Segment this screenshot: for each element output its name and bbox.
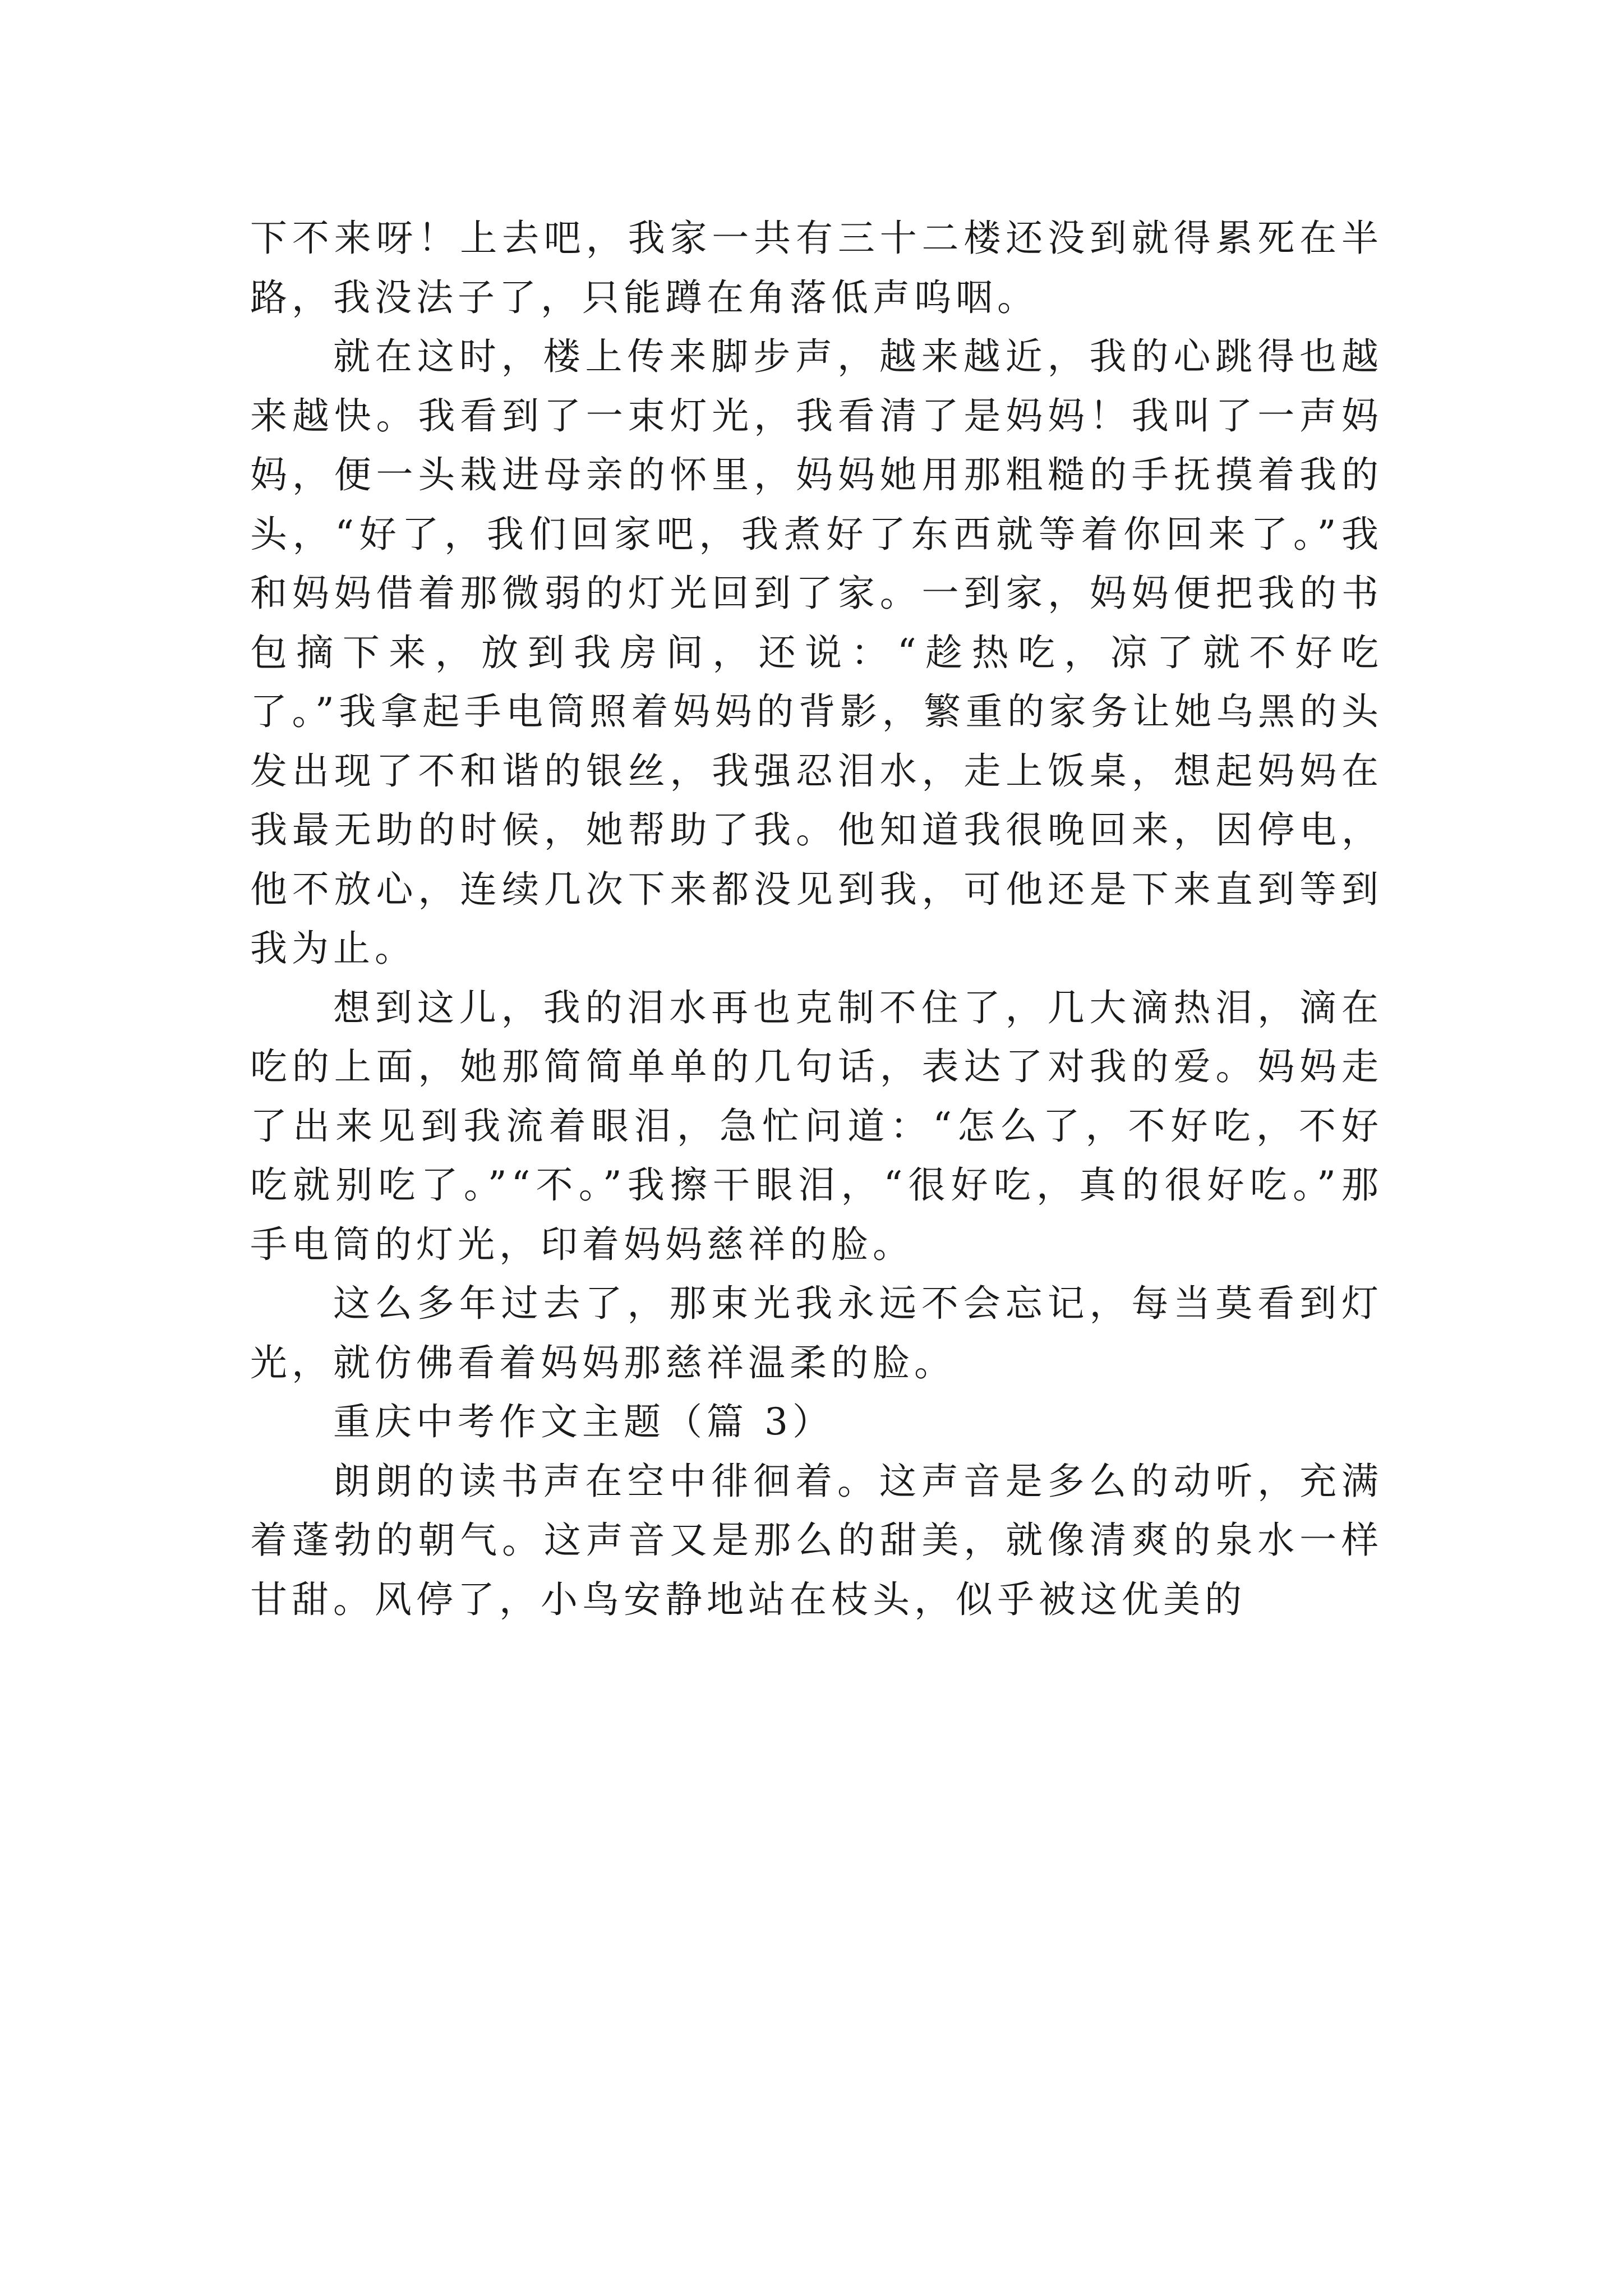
section-heading: 重庆中考作文主题（篇 3） xyxy=(333,1400,834,1443)
paragraph: 下不来呀！上去吧，我家一共有三十二楼还没到就得累死在半路，我没法子了，只能蹲在角落低声呜咽。 xyxy=(250,217,1383,319)
paragraph: 想到这儿，我的泪水再也克制不住了，几大滴热泪，滴在吃的上面，她那简简单单的几句话，表达了对我的爱。妈妈走了出来见到我流着眼泪，急忙问道：“怎么了，不好吃，不好吃就别吃了。”“不。”我擦干眼泪，“很好吃，真的很好吃。”那手电筒的灯光，印着妈妈慈祥的脸。 xyxy=(250,986,1383,1266)
paragraph: 就在这时，楼上传来脚步声，越来越近，我的心跳得也越来越快。我看到了一束灯光，我看清了是妈妈！我叫了一声妈妈，便一头栽进母亲的怀里，妈妈她用那粗糙的手抚摸着我的头，“好了，我们回家吧，我煮好了东西就等着你回来了。”我和妈妈借着那微弱的灯光回到了家。一到家，妈妈便把我的书包摘下来，放到我房间，还说：“趁热吃，凉了就不好吃了。”我拿起手电筒照着妈妈的背影，繁重的家务让她乌黑的头发出现了不和谐的银丝，我强忍泪水，走上饭桌，想起妈妈在我最无助的时候，她帮助了我。他知道我很晚回来，因停电，他不放心，连续几次下来都没见到我，可他还是下来直到等到我为止。 xyxy=(250,335,1383,970)
paragraph: 朗朗的读书声在空中徘徊着。这声音是多么的动听，充满着蓬勃的朝气。这声音又是那么的甜美，就像清爽的泉水一样甘甜。风停了，小鸟安静地站在枝头，似乎被这优美的 xyxy=(250,1459,1383,1621)
document-body xyxy=(250,209,1383,1629)
paragraph: 这么多年过去了，那束光我永远不会忘记，每当莫看到灯光，就仿佛看着妈妈那慈祥温柔的脸。 xyxy=(250,1282,1383,1384)
